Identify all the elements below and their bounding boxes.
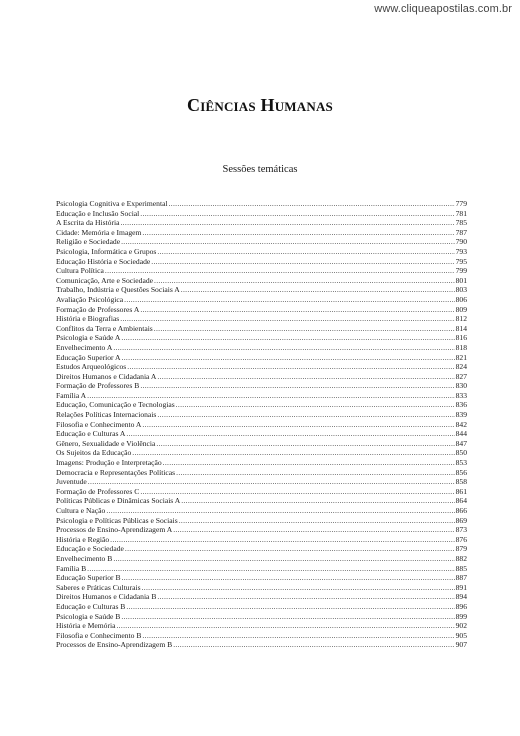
toc-entry-label: Cidade: Memória e Imagem — [56, 227, 142, 237]
toc-entry-page-number: 866 — [455, 506, 467, 515]
toc-entry-page-number: 869 — [455, 515, 467, 525]
toc-entry[interactable] — [56, 621, 467, 631]
toc-entry-label: Conflitos da Terra e Ambientais — [56, 323, 153, 333]
toc-entry[interactable] — [56, 564, 467, 574]
toc-entry-label: Psicologia, Informática e Grupos — [56, 246, 157, 256]
toc-leader-dots — [157, 372, 454, 382]
toc-entry-page-number: 896 — [455, 601, 467, 611]
toc-entry-label: Formação de Professores B — [56, 381, 140, 391]
toc-entry-page-number: 812 — [455, 314, 467, 324]
toc-entry[interactable] — [56, 353, 467, 363]
toc-leader-dots — [126, 429, 454, 439]
toc-entry-label: Juventude — [56, 477, 87, 487]
toc-entry-label: Família B — [56, 563, 87, 573]
toc-leader-dots — [113, 554, 454, 564]
toc-entry-page-number: 891 — [455, 582, 467, 592]
toc-entry-label: Psicologia e Saúde B — [56, 611, 121, 621]
toc-entry-page-number: 844 — [455, 429, 467, 439]
toc-entry[interactable] — [56, 468, 467, 478]
toc-entry-label: Processos de Ensino-Aprendizagem A — [56, 525, 173, 535]
toc-entry-label: História e Biografias — [56, 314, 120, 324]
toc-entry-label: Avaliação Psicológica — [56, 294, 124, 304]
toc-leader-dots — [125, 544, 455, 554]
toc-entry-label: A Escrita da História — [56, 218, 120, 228]
toc-entry[interactable] — [56, 237, 467, 247]
toc-entry-page-number: 785 — [455, 218, 467, 228]
toc-leader-dots — [142, 583, 455, 593]
toc-entry-page-number: 830 — [455, 381, 467, 391]
toc-entry[interactable] — [56, 276, 467, 286]
toc-entry-page-number: 795 — [455, 256, 467, 266]
toc-leader-dots — [156, 439, 454, 449]
toc-leader-dots — [140, 305, 454, 315]
toc-entry-label: Filosofia e Conhecimento B — [56, 630, 142, 640]
toc-entry-label: Formação de Professores A — [56, 304, 140, 314]
toc-entry[interactable] — [56, 487, 467, 497]
toc-entry-label: Formação de Professores C — [56, 486, 140, 496]
toc-entry-page-number: 809 — [455, 304, 467, 314]
toc-entry-label: Relações Políticas Internacionais — [56, 410, 157, 420]
toc-entry-page-number: 858 — [455, 477, 467, 487]
toc-entry[interactable] — [56, 448, 467, 458]
toc-entry[interactable] — [56, 343, 467, 353]
toc-entry-label: Educação e Inclusão Social — [56, 208, 140, 218]
toc-entry[interactable] — [56, 381, 467, 391]
toc-leader-dots — [122, 353, 455, 363]
toc-leader-dots — [157, 410, 454, 420]
toc-entry-label: Gênero, Sexualidade e Violência — [56, 438, 156, 448]
toc-entry[interactable] — [56, 612, 467, 622]
toc-entry-label: Cultura Política — [56, 266, 104, 276]
toc-entry[interactable] — [56, 429, 467, 439]
toc-entry-label: Psicologia e Políticas Públicas e Sociais — [56, 515, 178, 525]
toc-entry-label: Filosofia e Conhecimento A — [56, 419, 142, 429]
toc-entry-label: Educação e Culturas A — [56, 429, 126, 439]
toc-leader-dots — [142, 228, 454, 238]
toc-entry-page-number: 836 — [455, 400, 467, 410]
toc-leader-dots — [181, 496, 454, 506]
toc-leader-dots — [87, 391, 454, 401]
toc-leader-dots — [121, 333, 454, 343]
toc-entry-page-number: 856 — [455, 467, 467, 477]
watermark-url: www.cliqueapostilas.com.br — [374, 3, 512, 15]
toc-leader-dots — [132, 448, 454, 458]
toc-entry[interactable] — [56, 458, 467, 468]
toc-leader-dots — [116, 621, 454, 631]
toc-leader-dots — [122, 573, 455, 583]
toc-entry-page-number: 793 — [455, 246, 467, 256]
toc-entry-label: Psicologia e Saúde A — [56, 333, 121, 343]
toc-leader-dots — [176, 468, 454, 478]
toc-entry-page-number: 806 — [455, 294, 467, 304]
toc-leader-dots — [163, 458, 455, 468]
toc-entry[interactable] — [56, 602, 467, 612]
toc-entry-page-number: 879 — [455, 544, 467, 554]
toc-entry[interactable] — [56, 477, 467, 487]
toc-entry[interactable] — [56, 516, 467, 526]
toc-entry[interactable] — [56, 209, 467, 219]
toc-entry[interactable] — [56, 525, 467, 535]
toc-entry-page-number: 850 — [455, 448, 467, 458]
toc-leader-dots — [140, 381, 454, 391]
toc-entry-page-number: 781 — [455, 208, 467, 218]
toc-leader-dots — [157, 247, 454, 257]
toc-entry[interactable] — [56, 314, 467, 324]
toc-entry[interactable] — [56, 535, 467, 545]
toc-leader-dots — [151, 257, 454, 267]
toc-entry-page-number: 839 — [455, 410, 467, 420]
toc-leader-dots — [120, 218, 454, 228]
toc-entry-page-number: 864 — [455, 496, 467, 506]
toc-entry-page-number: 861 — [455, 486, 467, 496]
toc-leader-dots — [140, 487, 454, 497]
toc-entry-label: Educação História e Sociedade — [56, 256, 151, 266]
toc-entry[interactable] — [56, 218, 467, 228]
toc-entry[interactable] — [56, 333, 467, 343]
toc-entry-label: Imagens: Produção e Interpretação — [56, 458, 162, 468]
toc-leader-dots — [126, 602, 454, 612]
toc-entry-page-number: 873 — [455, 525, 467, 535]
toc-entry-label: Envelhecimento A — [56, 342, 113, 352]
toc-leader-dots — [169, 199, 455, 209]
toc-entry-label: Educação Superior B — [56, 573, 121, 583]
toc-leader-dots — [88, 477, 455, 487]
toc-entry-label: Família A — [56, 390, 87, 400]
toc-entry-label: Religião e Sociedade — [56, 237, 121, 247]
toc-entry[interactable] — [56, 400, 467, 410]
toc-leader-dots — [124, 295, 454, 305]
toc-entry[interactable] — [56, 372, 467, 382]
toc-entry-page-number: 818 — [455, 342, 467, 352]
toc-entry[interactable] — [56, 228, 467, 238]
toc-entry-page-number: 787 — [455, 227, 467, 237]
toc-leader-dots — [121, 612, 454, 622]
toc-leader-dots — [142, 420, 454, 430]
toc-entry-label: Educação Superior A — [56, 352, 121, 362]
toc-entry-page-number: 847 — [455, 438, 467, 448]
toc-entry-label: Políticas Públicas e Dinâmicas Sociais A — [56, 496, 181, 506]
toc-entry[interactable] — [56, 285, 467, 295]
toc-entry-label: Saberes e Práticas Culturais — [56, 582, 141, 592]
toc-entry[interactable] — [56, 583, 467, 593]
toc-entry[interactable] — [56, 305, 467, 315]
toc-entry-label: Educação e Culturas B — [56, 601, 126, 611]
toc-entry-label: Trabalho, Indústria e Questões Sociais A — [56, 285, 180, 295]
toc-entry-page-number: 853 — [455, 458, 467, 468]
toc-entry-label: Comunicação, Arte e Sociedade — [56, 275, 153, 285]
toc-leader-dots — [154, 276, 455, 286]
toc-entry-label: Direitos Humanos e Cidadania A — [56, 371, 157, 381]
toc-entry[interactable] — [56, 506, 467, 516]
toc-entry-page-number: 799 — [455, 266, 467, 276]
toc-entry-label: História e Memória — [56, 621, 116, 631]
toc-entry[interactable] — [56, 573, 467, 583]
toc-leader-dots — [110, 535, 454, 545]
toc-entry-page-number: 907 — [455, 640, 467, 650]
toc-entry-page-number: 887 — [455, 573, 467, 583]
toc-entry[interactable] — [56, 592, 467, 602]
toc-leader-dots — [113, 343, 454, 353]
toc-entry-page-number: 833 — [455, 390, 467, 400]
toc-leader-dots — [106, 506, 454, 516]
toc-leader-dots — [176, 400, 455, 410]
page-title: Ciências Humanas — [187, 95, 333, 115]
toc-leader-dots — [87, 564, 454, 574]
toc-entry-page-number: 902 — [455, 621, 467, 631]
toc-entry-label: Envelhecimento B — [56, 553, 113, 563]
toc-entry[interactable] — [56, 420, 467, 430]
section-subtitle: Sessões temáticas — [222, 164, 298, 175]
toc-entry-page-number: 801 — [455, 275, 467, 285]
table-of-contents — [56, 199, 467, 650]
toc-leader-dots — [179, 516, 455, 526]
toc-entry-page-number: 899 — [455, 611, 467, 621]
toc-entry-page-number: 882 — [455, 553, 467, 563]
toc-entry-page-number: 894 — [455, 592, 467, 602]
toc-entry-label: Direitos Humanos e Cidadania B — [56, 592, 157, 602]
toc-entry-label: Processos de Ensino-Aprendizagem B — [56, 640, 173, 650]
toc-entry-label: Cultura e Nação — [56, 506, 106, 515]
toc-entry[interactable] — [56, 496, 467, 506]
toc-leader-dots — [181, 285, 455, 295]
toc-entry[interactable] — [56, 247, 467, 257]
toc-entry-page-number: 905 — [455, 630, 467, 640]
toc-leader-dots — [173, 640, 454, 650]
toc-entry-label: Psicologia Cognitiva e Experimental — [56, 199, 168, 208]
toc-entry-page-number: 827 — [455, 371, 467, 381]
toc-entry[interactable] — [56, 362, 467, 372]
toc-entry[interactable] — [56, 631, 467, 641]
toc-entry-label: Educação e Sociedade — [56, 544, 124, 554]
toc-entry-page-number: 803 — [455, 285, 467, 295]
toc-entry-label: Os Sujeitos da Educação — [56, 448, 132, 458]
toc-leader-dots — [121, 237, 455, 247]
toc-entry[interactable] — [56, 295, 467, 305]
toc-entry-page-number: 821 — [455, 352, 467, 362]
toc-entry[interactable] — [56, 266, 467, 276]
toc-entry-page-number: 842 — [455, 419, 467, 429]
toc-entry[interactable] — [56, 439, 467, 449]
toc-leader-dots — [173, 525, 454, 535]
toc-entry[interactable] — [56, 544, 467, 554]
toc-entry-page-number: 814 — [455, 323, 467, 333]
toc-entry[interactable] — [56, 324, 467, 334]
toc-entry-label: Educação, Comunicação e Tecnologias — [56, 400, 175, 410]
toc-entry-page-number: 824 — [455, 362, 467, 372]
toc-entry[interactable] — [56, 199, 467, 209]
toc-leader-dots — [157, 592, 454, 602]
toc-entry-page-number: 779 — [455, 199, 467, 208]
toc-entry[interactable] — [56, 257, 467, 267]
toc-entry-page-number: 790 — [455, 237, 467, 247]
toc-entry-label: História e Região — [56, 534, 110, 544]
toc-leader-dots — [120, 314, 454, 324]
toc-entry-page-number: 816 — [455, 333, 467, 343]
toc-entry-page-number: 885 — [455, 563, 467, 573]
toc-leader-dots — [140, 209, 454, 219]
toc-leader-dots — [154, 324, 455, 334]
toc-entry[interactable] — [56, 554, 467, 564]
toc-leader-dots — [127, 362, 454, 372]
toc-entry[interactable] — [56, 640, 467, 650]
toc-leader-dots — [105, 266, 455, 276]
toc-entry[interactable] — [56, 391, 467, 401]
toc-leader-dots — [142, 631, 454, 641]
toc-entry-label: Estudos Arqueológicos — [56, 362, 127, 372]
toc-entry-label: Democracia e Representações Políticas — [56, 467, 176, 477]
toc-entry[interactable] — [56, 410, 467, 420]
toc-entry-page-number: 876 — [455, 534, 467, 544]
